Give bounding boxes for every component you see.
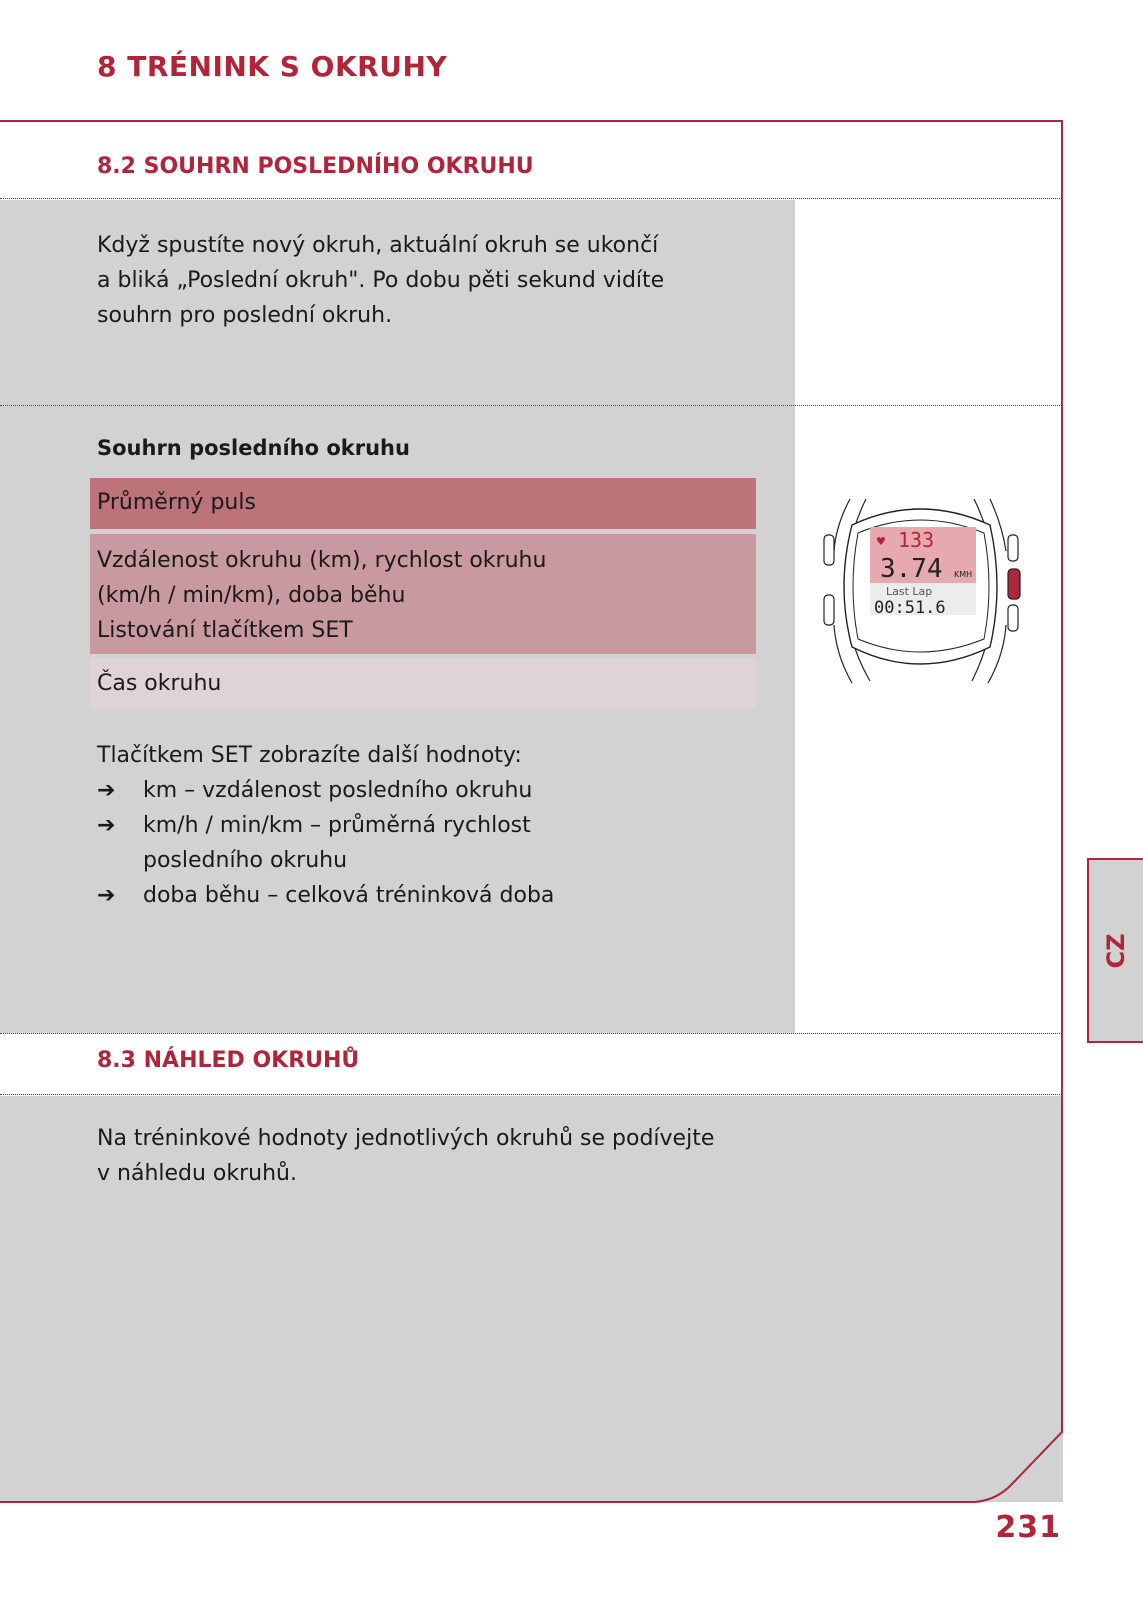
watch-button-left-bottom <box>824 595 834 625</box>
text-line: a bliká „Poslední okruh". Po dobu pěti sekund vidíte <box>97 268 665 293</box>
watch-button-right-bottom <box>1008 605 1018 631</box>
arrow-right-icon: ➔ <box>97 778 116 803</box>
arrow-right-icon: ➔ <box>97 813 116 838</box>
list-item <box>97 878 743 913</box>
display-time: 00:51.6 <box>874 598 946 618</box>
summary-row-lap-time <box>90 658 756 709</box>
language-tab-label: CZ <box>1102 932 1130 969</box>
row-text: (km/h / min/km), doba běhu <box>97 583 406 608</box>
divider <box>0 198 1062 199</box>
divider <box>0 1033 1062 1034</box>
section-83-text <box>97 1121 714 1191</box>
list-item <box>97 808 743 878</box>
display-label: Last Lap <box>886 585 933 598</box>
row-text: Listování tlačítkem SET <box>97 618 353 643</box>
summary-heading: Souhrn posledního okruhu <box>97 436 410 460</box>
display-heart-rate: 133 <box>898 528 935 552</box>
set-values-list <box>97 773 743 913</box>
text-line: Na tréninkové hodnoty jednotlivých okruhů se podívejte <box>97 1126 715 1151</box>
list-item-text: doba běhu – celková tréninková doba <box>143 883 555 908</box>
page-number: 231 <box>995 1510 1061 1545</box>
display-speed: 3.74 <box>880 554 943 584</box>
summary-row-distance-speed <box>90 534 756 654</box>
list-item-text: posledního okruhu <box>143 848 348 873</box>
watch-set-button <box>1008 569 1020 599</box>
section-82-intro <box>97 228 664 333</box>
section-82-heading: 8.2 SOUHRN POSLEDNÍHO OKRUHU <box>97 154 534 179</box>
list-item-text: km – vzdálenost posledního okruhu <box>143 778 533 803</box>
row-text: Čas okruhu <box>97 671 222 696</box>
language-tab <box>1087 858 1143 1043</box>
set-intro: Tlačítkem SET zobrazíte další hodnoty: <box>97 743 522 768</box>
heart-icon: ♥ <box>876 535 886 548</box>
text-line: souhrn pro poslední okruh. <box>97 303 393 328</box>
row-text: Průměrný puls <box>97 490 256 515</box>
list-item <box>97 773 743 808</box>
divider <box>0 1094 1062 1095</box>
watch-button-right-top <box>1008 535 1018 561</box>
text-line: Když spustíte nový okruh, aktuální okruh se ukončí <box>97 233 659 258</box>
divider <box>0 405 1062 406</box>
display-speed-unit: KMH <box>954 570 973 579</box>
arrow-right-icon: ➔ <box>97 883 116 908</box>
list-item-text: km/h / min/km – průměrná rychlost <box>143 813 531 838</box>
row-text: Vzdálenost okruhu (km), rychlost okruhu <box>97 548 547 573</box>
watch-illustration <box>822 495 1022 690</box>
text-line: v náhledu okruhů. <box>97 1161 297 1186</box>
section-83-heading: 8.3 NÁHLED OKRUHŮ <box>97 1048 360 1073</box>
watch-button-left-top <box>824 535 834 565</box>
chapter-title: 8 TRÉNINK S OKRUHY <box>97 50 448 83</box>
summary-row-avg-pulse <box>90 478 756 529</box>
